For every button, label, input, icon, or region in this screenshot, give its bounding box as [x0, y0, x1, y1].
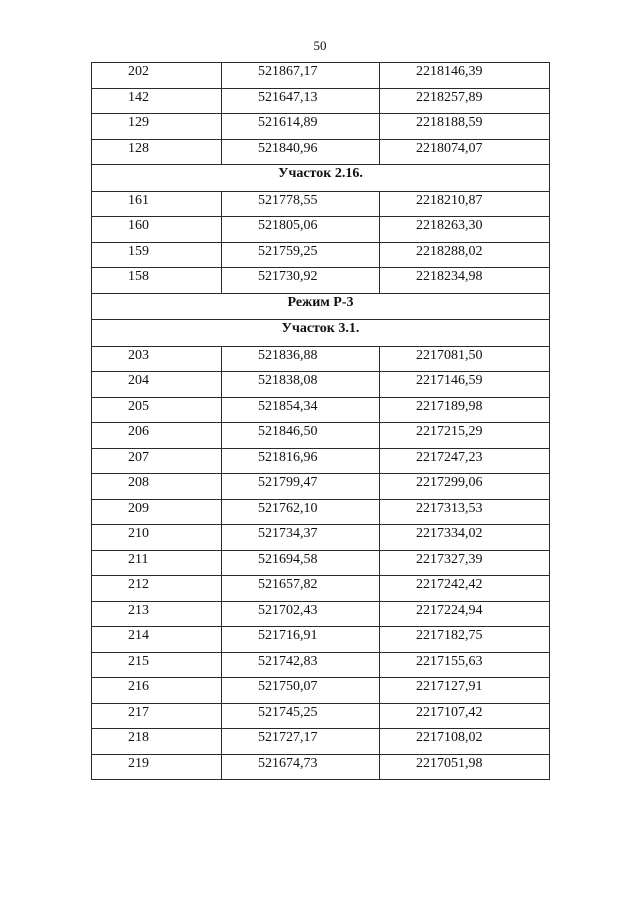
point-number-cell: 205 [92, 397, 222, 423]
table-row [92, 346, 550, 372]
table-row [92, 63, 550, 89]
table-row [92, 268, 550, 294]
table-row [92, 139, 550, 165]
table-row [92, 372, 550, 398]
x-coordinate-cell: 521805,06 [222, 217, 380, 243]
y-coordinate-cell: 2217182,75 [380, 627, 550, 653]
y-coordinate-cell: 2217247,23 [380, 448, 550, 474]
section-header-row [92, 320, 550, 347]
x-coordinate-cell: 521854,34 [222, 397, 380, 423]
y-coordinate-cell: 2217299,06 [380, 474, 550, 500]
y-coordinate-cell: 2217146,59 [380, 372, 550, 398]
point-number-cell: 212 [92, 576, 222, 602]
point-number-cell: 207 [92, 448, 222, 474]
y-coordinate-cell: 2218074,07 [380, 139, 550, 165]
x-coordinate-cell: 521840,96 [222, 139, 380, 165]
point-number-cell: 216 [92, 678, 222, 704]
point-number-cell: 210 [92, 525, 222, 551]
y-coordinate-cell: 2217327,39 [380, 550, 550, 576]
point-number-cell: 219 [92, 754, 222, 780]
y-coordinate-cell: 2218146,39 [380, 63, 550, 89]
x-coordinate-cell: 521734,37 [222, 525, 380, 551]
point-number-cell: 160 [92, 217, 222, 243]
table-row [92, 729, 550, 755]
section-title: Участок 2.16. [92, 165, 550, 192]
point-number-cell: 203 [92, 346, 222, 372]
table-row [92, 576, 550, 602]
x-coordinate-cell: 521674,73 [222, 754, 380, 780]
point-number-cell: 213 [92, 601, 222, 627]
y-coordinate-cell: 2217313,53 [380, 499, 550, 525]
table-row [92, 499, 550, 525]
table-row [92, 88, 550, 114]
section-title: Режим Р-3 [92, 293, 550, 320]
page-number: 50 [313, 38, 327, 53]
point-number-cell: 202 [92, 63, 222, 89]
table-row [92, 423, 550, 449]
table-row [92, 242, 550, 268]
x-coordinate-cell: 521778,55 [222, 191, 380, 217]
point-number-cell: 161 [92, 191, 222, 217]
point-number-cell: 142 [92, 88, 222, 114]
point-number-cell: 129 [92, 114, 222, 140]
table-row [92, 703, 550, 729]
point-number-cell: 217 [92, 703, 222, 729]
x-coordinate-cell: 521838,08 [222, 372, 380, 398]
x-coordinate-cell: 521867,17 [222, 63, 380, 89]
y-coordinate-cell: 2217189,98 [380, 397, 550, 423]
x-coordinate-cell: 521816,96 [222, 448, 380, 474]
table-row [92, 474, 550, 500]
point-number-cell: 128 [92, 139, 222, 165]
section-header-row [92, 293, 550, 320]
x-coordinate-cell: 521750,07 [222, 678, 380, 704]
point-number-cell: 209 [92, 499, 222, 525]
y-coordinate-cell: 2218257,89 [380, 88, 550, 114]
coordinates-table-body [92, 63, 550, 780]
point-number-cell: 214 [92, 627, 222, 653]
x-coordinate-cell: 521759,25 [222, 242, 380, 268]
x-coordinate-cell: 521730,92 [222, 268, 380, 294]
y-coordinate-cell: 2217155,63 [380, 652, 550, 678]
point-number-cell: 211 [92, 550, 222, 576]
table-row [92, 652, 550, 678]
point-number-cell: 159 [92, 242, 222, 268]
table-row [92, 627, 550, 653]
x-coordinate-cell: 521694,58 [222, 550, 380, 576]
x-coordinate-cell: 521647,13 [222, 88, 380, 114]
y-coordinate-cell: 2217242,42 [380, 576, 550, 602]
table-row [92, 754, 550, 780]
y-coordinate-cell: 2217051,98 [380, 754, 550, 780]
y-coordinate-cell: 2217127,91 [380, 678, 550, 704]
x-coordinate-cell: 521799,47 [222, 474, 380, 500]
table-row [92, 678, 550, 704]
point-number-cell: 218 [92, 729, 222, 755]
table-row [92, 550, 550, 576]
coordinates-table [91, 62, 550, 780]
y-coordinate-cell: 2217215,29 [380, 423, 550, 449]
section-title: Участок 3.1. [92, 320, 550, 347]
x-coordinate-cell: 521614,89 [222, 114, 380, 140]
y-coordinate-cell: 2217224,94 [380, 601, 550, 627]
y-coordinate-cell: 2218234,98 [380, 268, 550, 294]
point-number-cell: 215 [92, 652, 222, 678]
x-coordinate-cell: 521702,43 [222, 601, 380, 627]
y-coordinate-cell: 2217108,02 [380, 729, 550, 755]
table-row [92, 191, 550, 217]
section-header-row [92, 165, 550, 192]
y-coordinate-cell: 2217107,42 [380, 703, 550, 729]
x-coordinate-cell: 521657,82 [222, 576, 380, 602]
x-coordinate-cell: 521716,91 [222, 627, 380, 653]
y-coordinate-cell: 2218288,02 [380, 242, 550, 268]
point-number-cell: 204 [92, 372, 222, 398]
y-coordinate-cell: 2218188,59 [380, 114, 550, 140]
x-coordinate-cell: 521762,10 [222, 499, 380, 525]
point-number-cell: 208 [92, 474, 222, 500]
x-coordinate-cell: 521742,83 [222, 652, 380, 678]
table-row [92, 525, 550, 551]
y-coordinate-cell: 2218210,87 [380, 191, 550, 217]
table-row [92, 448, 550, 474]
point-number-cell: 158 [92, 268, 222, 294]
table-row [92, 114, 550, 140]
point-number-cell: 206 [92, 423, 222, 449]
table-row [92, 601, 550, 627]
x-coordinate-cell: 521727,17 [222, 729, 380, 755]
x-coordinate-cell: 521846,50 [222, 423, 380, 449]
table-row [92, 397, 550, 423]
y-coordinate-cell: 2217334,02 [380, 525, 550, 551]
y-coordinate-cell: 2217081,50 [380, 346, 550, 372]
y-coordinate-cell: 2218263,30 [380, 217, 550, 243]
table-row [92, 217, 550, 243]
x-coordinate-cell: 521745,25 [222, 703, 380, 729]
x-coordinate-cell: 521836,88 [222, 346, 380, 372]
